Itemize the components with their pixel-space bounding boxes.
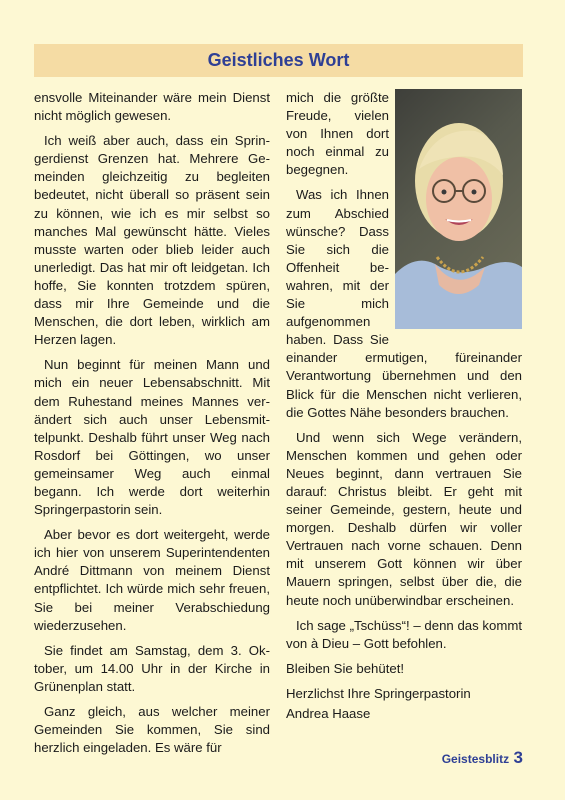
portrait-illustration xyxy=(395,89,522,329)
paragraph: Ich weiß aber auch, dass ein Springerdienst Grenzen hat. Mehrere Gemeinden gleichzeitig zu begleiten bedeutet, nicht überall so präsent sein zu können, wie ich es mir selbst so manches Mal gewünscht hätte. Vieles musste warten oder blieb leider auch unerledigt. Das hat mir oft leidgetan. Ich hoffe, Sie konnten trotzdem spüren, dass mir Ihre Gemeinde und die Menschen, die dort leben, wirklich am Herzen lagen. xyxy=(34,133,270,348)
author-portrait-photo xyxy=(395,89,522,329)
paragraph: Bleiben Sie behütet! xyxy=(286,660,405,676)
paragraph: ensvolle Miteinander wäre mein Dienst nicht möglich gewesen. xyxy=(34,90,270,124)
paragraph: Und wenn sich Wege verändern, Menschen kommen und gehen oder Neues beginnt, dann vertrauen Sie darauf: Christus bleibt. Er geht mit seiner Gemeinde, gestern, heute und morgen. Deshalb dürfen wir voller Vertrauen nach vorne schauen. Denn mit unserem Gott können wir über Mauern springen, selbst über die, die heute noch unüberwindbar erscheinen. xyxy=(286,429,522,608)
signature-line: Herzlichst Ihre Springerpastorin xyxy=(286,685,471,701)
paragraph: Ich sage „Tschüss“! – denn das kommt von à Dieu – Gott befohlen. xyxy=(286,617,522,651)
magazine-name: Geistesblitz xyxy=(441,752,510,766)
section-title: Geistliches Wort xyxy=(207,50,350,70)
paragraph: Nun beginnt für meinen Mann und mich ein neuer Lebensabschnitt. Mit dem Ruhestand meines Mannes verändert sich auch unser Lebensmittelpunkt. Deshalb führt unser Weg nach Rosdorf bei Göttingen, wo unser gemeinsamer Weg auch einmal begann. Ich werde dort weiterhin Springerpastorin sein. xyxy=(34,357,270,518)
paragraph: mich die größte Freude, vielen von Ihnen dort noch einmal zu begegnen. xyxy=(286,90,389,178)
right-text-column xyxy=(286,89,522,730)
paragraph: Aber bevor es dort weitergeht, werde ich hier von unserem Superintendenten André Dittmann von meinem Dienst entpflichtet. Ich würde mich sehr freuen, Sie bei meiner Verabschiedung wiederzusehen. xyxy=(34,527,270,633)
paragraph: Was ich Ihnen zum Abschied wünsche? Dass Sie sich die Offenheit bewahren, mit der Sie mich aufgenommen haben. Dass Sie einander ermutigen, füreinander Verantwortung übernehmen und den Blick für die Menschen nicht verlieren, die Gottes Nähe besonders brauchen. xyxy=(286,187,522,420)
paragraph: Sie findet am Samstag, dem 3. Oktober, um 14.00 Uhr in der Kirche in Grünenplan statt. xyxy=(34,642,270,694)
paragraph: Ganz gleich, aus welcher meiner Gemeinden Sie kommen, Sie sind herzlich eingeladen. Es wäre für xyxy=(34,704,270,756)
left-text-column xyxy=(34,89,270,764)
section-header-bar xyxy=(34,44,523,77)
author-name: Andrea Haase xyxy=(286,706,371,721)
page-footer xyxy=(420,748,523,768)
page-number: 3 xyxy=(513,748,523,767)
